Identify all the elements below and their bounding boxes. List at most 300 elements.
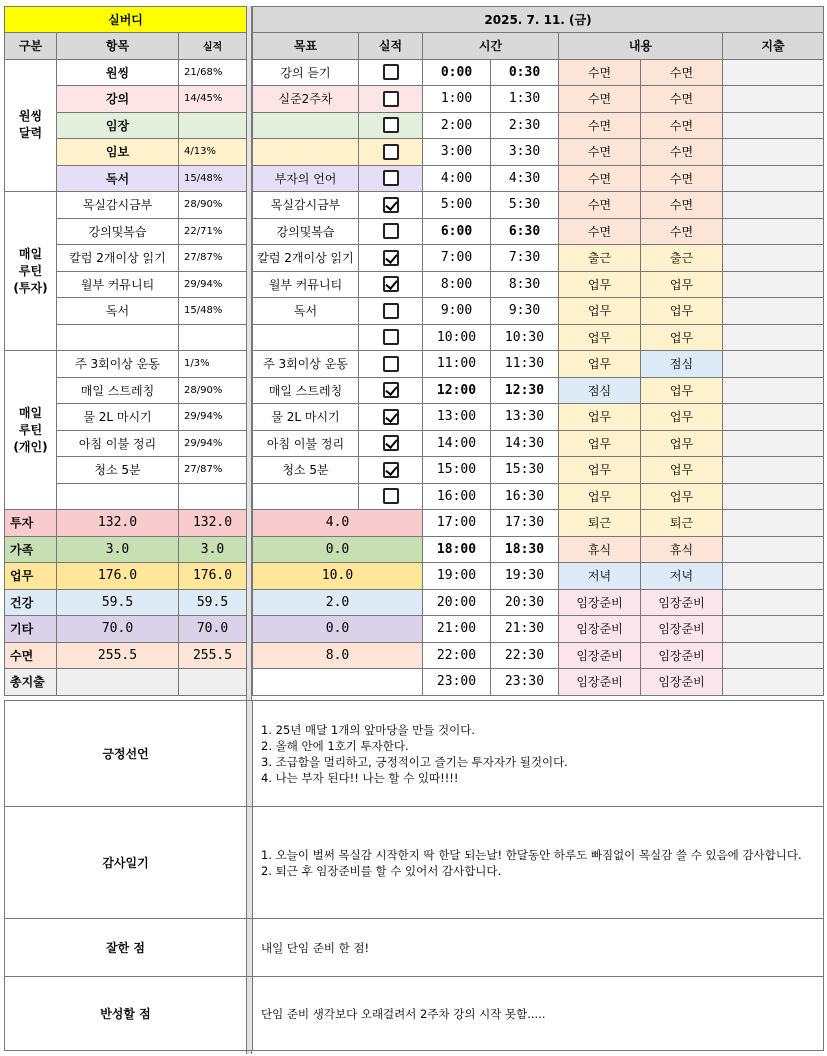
time-start: 7:00 (423, 245, 491, 272)
time-half: 4:30 (491, 165, 559, 192)
content-cell: 임장준비 (559, 589, 641, 616)
expense-cell[interactable] (723, 86, 824, 113)
content-cell: 업무 (559, 483, 641, 510)
unchecked-checkbox-icon[interactable] (383, 144, 399, 160)
time-half: 9:30 (491, 298, 559, 325)
schedule-row (253, 616, 824, 643)
time-start: 10:00 (423, 324, 491, 351)
summary-value-actual: 132.0 (179, 510, 247, 537)
item-progress: 1/3% (179, 351, 247, 378)
time-half: 14:30 (491, 430, 559, 457)
content-cell: 퇴근 (559, 510, 641, 537)
done-cell (359, 192, 423, 219)
expense-cell[interactable] (723, 457, 824, 484)
checked-checkbox-icon[interactable] (383, 250, 399, 266)
expense-cell[interactable] (723, 510, 824, 537)
summary-value-actual: 3.0 (179, 536, 247, 563)
time-start: 0:00 (423, 59, 491, 86)
item-progress (179, 483, 247, 510)
summary-value-actual (179, 669, 247, 696)
expense-cell[interactable] (723, 139, 824, 166)
summary-value-plan: 255.5 (57, 642, 179, 669)
content-cell: 임장준비 (641, 642, 723, 669)
content-cell: 점심 (641, 351, 723, 378)
done-cell (359, 404, 423, 431)
goal-cell: 아침 이불 정리 (253, 430, 359, 457)
item-name: 강의 (57, 86, 179, 113)
time-half: 16:30 (491, 483, 559, 510)
header-category: 구분 (5, 33, 57, 60)
schedule-row (253, 192, 824, 219)
header-content: 내용 (559, 33, 723, 60)
expense-cell[interactable] (723, 112, 824, 139)
goal-cell: 칼럼 2개이상 읽기 (253, 245, 359, 272)
time-start: 14:00 (423, 430, 491, 457)
schedule-row (253, 86, 824, 113)
reflection-content (253, 977, 824, 1051)
summary-total: 0.0 (253, 616, 423, 643)
item-name: 독서 (57, 298, 179, 325)
item-name (57, 483, 179, 510)
summary-row (5, 563, 247, 590)
done-cell (359, 483, 423, 510)
time-half: 17:30 (491, 510, 559, 537)
left-row (5, 59, 247, 86)
item-name: 물 2L 마시기 (57, 404, 179, 431)
schedule-row (253, 298, 824, 325)
time-half: 18:30 (491, 536, 559, 563)
sheet-title: 실버디 (5, 7, 247, 33)
time-start: 15:00 (423, 457, 491, 484)
date-title: 2025. 7. 11. (금) (253, 7, 824, 33)
item-name: 임장 (57, 112, 179, 139)
reflection-line: 4. 나는 부자 된다!! 나는 할 수 있따!!!! (261, 770, 459, 785)
schedule-row (253, 112, 824, 139)
time-half: 2:30 (491, 112, 559, 139)
time-half: 5:30 (491, 192, 559, 219)
summary-label: 업무 (5, 563, 57, 590)
done-cell (359, 377, 423, 404)
time-half: 1:30 (491, 86, 559, 113)
goal-cell: 독서 (253, 298, 359, 325)
summary-label: 기타 (5, 616, 57, 643)
expense-cell[interactable] (723, 404, 824, 431)
summary-label: 투자 (5, 510, 57, 537)
content-cell: 임장준비 (559, 616, 641, 643)
expense-cell[interactable] (723, 377, 824, 404)
planner-sheet (4, 6, 823, 1054)
content-cell: 휴식 (641, 536, 723, 563)
time-half: 3:30 (491, 139, 559, 166)
header-goal: 목표 (253, 33, 359, 60)
unchecked-checkbox-icon[interactable] (383, 223, 399, 239)
content-cell: 점심 (559, 377, 641, 404)
content-cell: 업무 (559, 271, 641, 298)
time-half: 10:30 (491, 324, 559, 351)
item-progress: 29/94% (179, 271, 247, 298)
reflection-line: 1. 25년 매달 1개의 앞마당을 만들 것이다. (261, 722, 476, 737)
content-cell: 업무 (559, 457, 641, 484)
item-progress: 22/71% (179, 218, 247, 245)
content-cell: 업무 (641, 404, 723, 431)
left-table (4, 6, 247, 696)
expense-cell[interactable] (723, 642, 824, 669)
summary-label: 수면 (5, 642, 57, 669)
content-cell: 휴식 (559, 536, 641, 563)
expense-cell[interactable] (723, 271, 824, 298)
item-progress (179, 112, 247, 139)
time-half: 15:30 (491, 457, 559, 484)
done-cell (359, 245, 423, 272)
reflection-line: 내일 단임 준비 한 점! (261, 940, 370, 955)
done-cell (359, 59, 423, 86)
goal-cell: 청소 5분 (253, 457, 359, 484)
reflection-line: 1. 오늘이 벌써 목실감 시작한지 딱 한달 되는날! 한달동안 하루도 빠짐없이 목실감 쓸 수 있음에 감사합니다. (261, 847, 802, 862)
item-progress: 28/90% (179, 192, 247, 219)
content-cell: 업무 (559, 298, 641, 325)
content-cell: 수면 (641, 86, 723, 113)
summary-label: 가족 (5, 536, 57, 563)
done-cell (359, 165, 423, 192)
item-progress: 14/45% (179, 86, 247, 113)
schedule-row (253, 430, 824, 457)
expense-cell[interactable] (723, 218, 824, 245)
summary-total: 8.0 (253, 642, 423, 669)
reflection-label: 감사일기 (5, 807, 247, 919)
content-cell: 업무 (559, 324, 641, 351)
schedule-row (253, 245, 824, 272)
time-start: 9:00 (423, 298, 491, 325)
summary-total (253, 669, 423, 696)
schedule-row (253, 589, 824, 616)
goal-cell (253, 139, 359, 166)
time-half: 6:30 (491, 218, 559, 245)
done-cell (359, 430, 423, 457)
content-cell: 수면 (559, 218, 641, 245)
summary-row (5, 510, 247, 537)
content-cell: 임장준비 (641, 589, 723, 616)
expense-cell[interactable] (723, 430, 824, 457)
checked-checkbox-icon[interactable] (383, 276, 399, 292)
summary-value-actual: 70.0 (179, 616, 247, 643)
time-start: 1:00 (423, 86, 491, 113)
goal-cell: 부자의 언어 (253, 165, 359, 192)
expense-cell[interactable] (723, 165, 824, 192)
time-start: 23:00 (423, 669, 491, 696)
expense-cell[interactable] (723, 192, 824, 219)
summary-total: 0.0 (253, 536, 423, 563)
item-progress: 29/94% (179, 404, 247, 431)
reflection-row (5, 701, 824, 807)
schedule-row (253, 404, 824, 431)
goal-cell: 강의및복습 (253, 218, 359, 245)
time-half: 11:30 (491, 351, 559, 378)
content-cell: 수면 (641, 218, 723, 245)
reflection-table (4, 700, 824, 1051)
header-actual: 실적 (179, 33, 247, 60)
summary-value-plan: 176.0 (57, 563, 179, 590)
schedule-row (253, 59, 824, 86)
schedule-row (253, 642, 824, 669)
schedule-row (253, 483, 824, 510)
reflection-line: 2. 퇴근 후 임장준비를 할 수 있어서 감사합니다. (261, 863, 502, 878)
content-cell: 업무 (641, 298, 723, 325)
goal-cell: 월부 커뮤니티 (253, 271, 359, 298)
expense-cell[interactable] (723, 324, 824, 351)
unchecked-checkbox-icon[interactable] (383, 303, 399, 319)
time-start: 16:00 (423, 483, 491, 510)
item-name: 주 3회이상 운동 (57, 351, 179, 378)
content-cell: 수면 (559, 192, 641, 219)
done-cell (359, 271, 423, 298)
item-progress: 27/87% (179, 245, 247, 272)
item-progress: 4/13% (179, 139, 247, 166)
content-cell: 수면 (641, 112, 723, 139)
content-cell: 수면 (559, 112, 641, 139)
schedule-row (253, 457, 824, 484)
expense-cell[interactable] (723, 298, 824, 325)
done-cell (359, 351, 423, 378)
expense-cell[interactable] (723, 245, 824, 272)
summary-total: 2.0 (253, 589, 423, 616)
content-cell: 업무 (641, 324, 723, 351)
expense-cell[interactable] (723, 563, 824, 590)
goal-cell (253, 483, 359, 510)
done-cell (359, 298, 423, 325)
time-half: 7:30 (491, 245, 559, 272)
schedule-row (253, 669, 824, 696)
content-cell: 임장준비 (641, 669, 723, 696)
goal-cell: 강의 듣기 (253, 59, 359, 86)
item-name: 목실감시금부 (57, 192, 179, 219)
time-start: 12:00 (423, 377, 491, 404)
time-start: 22:00 (423, 642, 491, 669)
summary-row (5, 669, 247, 696)
summary-row (5, 642, 247, 669)
item-name: 원씽 (57, 59, 179, 86)
expense-cell[interactable] (723, 351, 824, 378)
done-cell (359, 86, 423, 113)
time-start: 13:00 (423, 404, 491, 431)
unchecked-checkbox-icon[interactable] (383, 356, 399, 372)
item-progress (179, 324, 247, 351)
checked-checkbox-icon[interactable] (383, 382, 399, 398)
time-start: 17:00 (423, 510, 491, 537)
reflection-label: 반성할 점 (5, 977, 247, 1051)
header-expense: 지출 (723, 33, 824, 60)
item-name: 매일 스트레칭 (57, 377, 179, 404)
item-progress: 29/94% (179, 430, 247, 457)
header-done: 실적 (359, 33, 423, 60)
category-label: 매일 루틴 (투자) (5, 192, 57, 351)
unchecked-checkbox-icon[interactable] (383, 170, 399, 186)
content-cell: 임장준비 (641, 616, 723, 643)
checked-checkbox-icon[interactable] (383, 409, 399, 425)
time-half: 22:30 (491, 642, 559, 669)
item-name: 월부 커뮤니티 (57, 271, 179, 298)
right-table (252, 6, 824, 696)
done-cell (359, 112, 423, 139)
summary-value-plan: 132.0 (57, 510, 179, 537)
content-cell: 업무 (641, 457, 723, 484)
done-cell (359, 139, 423, 166)
goal-cell: 매일 스트레칭 (253, 377, 359, 404)
reflection-label: 긍정선언 (5, 701, 247, 807)
content-cell: 수면 (559, 139, 641, 166)
reflection-row (5, 807, 824, 919)
expense-cell[interactable] (723, 669, 824, 696)
schedule-row (253, 563, 824, 590)
summary-label: 총지출 (5, 669, 57, 696)
time-start: 11:00 (423, 351, 491, 378)
time-start: 8:00 (423, 271, 491, 298)
left-row (5, 192, 247, 219)
content-cell: 임장준비 (559, 642, 641, 669)
summary-row (5, 616, 247, 643)
time-start: 3:00 (423, 139, 491, 166)
item-name (57, 324, 179, 351)
time-half: 20:30 (491, 589, 559, 616)
header-item: 항목 (57, 33, 179, 60)
expense-cell[interactable] (723, 589, 824, 616)
summary-total: 4.0 (253, 510, 423, 537)
item-progress: 28/90% (179, 377, 247, 404)
unchecked-checkbox-icon[interactable] (383, 64, 399, 80)
content-cell: 업무 (641, 483, 723, 510)
time-half: 19:30 (491, 563, 559, 590)
unchecked-checkbox-icon[interactable] (383, 488, 399, 504)
content-cell: 수면 (641, 165, 723, 192)
content-cell: 업무 (559, 430, 641, 457)
content-cell: 임장준비 (559, 669, 641, 696)
schedule-row (253, 218, 824, 245)
schedule-row (253, 536, 824, 563)
reflection-line: 2. 올해 안에 1호기 투자한다. (261, 738, 409, 753)
item-name: 아침 이불 정리 (57, 430, 179, 457)
goal-cell (253, 324, 359, 351)
content-cell: 출근 (559, 245, 641, 272)
done-cell (359, 218, 423, 245)
reflection-content (253, 701, 824, 807)
content-cell: 업무 (641, 430, 723, 457)
category-label: 매일 루틴 (개인) (5, 351, 57, 510)
time-half: 12:30 (491, 377, 559, 404)
done-cell (359, 324, 423, 351)
reflection-line: 3. 조급함을 멀리하고, 긍정적이고 즐기는 투자자가 될것이다. (261, 754, 568, 769)
content-cell: 수면 (641, 59, 723, 86)
item-progress: 21/68% (179, 59, 247, 86)
summary-row (5, 589, 247, 616)
item-name: 강의및복습 (57, 218, 179, 245)
summary-total: 10.0 (253, 563, 423, 590)
checked-checkbox-icon[interactable] (383, 197, 399, 213)
item-name: 칼럼 2개이상 읽기 (57, 245, 179, 272)
content-cell: 수면 (559, 86, 641, 113)
summary-row (5, 536, 247, 563)
content-cell: 출근 (641, 245, 723, 272)
item-progress: 27/87% (179, 457, 247, 484)
time-half: 23:30 (491, 669, 559, 696)
expense-cell[interactable] (723, 59, 824, 86)
reflection-line: 단임 준비 생각보다 오래걸려서 2주차 강의 시작 못함..... (261, 1006, 546, 1021)
item-progress: 15/48% (179, 298, 247, 325)
goal-cell (253, 112, 359, 139)
goal-cell: 실준2주차 (253, 86, 359, 113)
time-start: 2:00 (423, 112, 491, 139)
checked-checkbox-icon[interactable] (383, 435, 399, 451)
expense-cell[interactable] (723, 616, 824, 643)
goal-cell: 물 2L 마시기 (253, 404, 359, 431)
summary-value-plan: 3.0 (57, 536, 179, 563)
time-start: 6:00 (423, 218, 491, 245)
time-half: 13:30 (491, 404, 559, 431)
left-row (5, 351, 247, 378)
time-half: 0:30 (491, 59, 559, 86)
reflection-content (253, 807, 824, 919)
content-cell: 업무 (641, 271, 723, 298)
checked-checkbox-icon[interactable] (383, 462, 399, 478)
time-start: 19:00 (423, 563, 491, 590)
expense-cell[interactable] (723, 536, 824, 563)
header-time: 시간 (423, 33, 559, 60)
schedule-row (253, 165, 824, 192)
summary-value-plan (57, 669, 179, 696)
time-start: 5:00 (423, 192, 491, 219)
content-cell: 퇴근 (641, 510, 723, 537)
time-start: 21:00 (423, 616, 491, 643)
summary-value-actual: 176.0 (179, 563, 247, 590)
unchecked-checkbox-icon[interactable] (383, 329, 399, 345)
item-progress: 15/48% (179, 165, 247, 192)
category-label: 원씽 달력 (5, 59, 57, 192)
time-start: 18:00 (423, 536, 491, 563)
reflection-row (5, 919, 824, 977)
item-name: 독서 (57, 165, 179, 192)
schedule-row (253, 377, 824, 404)
content-cell: 업무 (641, 377, 723, 404)
content-cell: 수면 (559, 59, 641, 86)
reflection-label: 잘한 점 (5, 919, 247, 977)
done-cell (359, 457, 423, 484)
content-cell: 업무 (559, 404, 641, 431)
reflection-row (5, 977, 824, 1051)
content-cell: 업무 (559, 351, 641, 378)
time-start: 20:00 (423, 589, 491, 616)
item-name: 임보 (57, 139, 179, 166)
content-cell: 수면 (641, 139, 723, 166)
schedule-row (253, 351, 824, 378)
content-cell: 저녁 (559, 563, 641, 590)
goal-cell: 주 3회이상 운동 (253, 351, 359, 378)
unchecked-checkbox-icon[interactable] (383, 117, 399, 133)
schedule-row (253, 271, 824, 298)
goal-cell: 목실감시금부 (253, 192, 359, 219)
summary-label: 건강 (5, 589, 57, 616)
summary-value-actual: 255.5 (179, 642, 247, 669)
schedule-row (253, 139, 824, 166)
content-cell: 저녁 (641, 563, 723, 590)
unchecked-checkbox-icon[interactable] (383, 91, 399, 107)
schedule-row (253, 324, 824, 351)
summary-value-actual: 59.5 (179, 589, 247, 616)
time-half: 8:30 (491, 271, 559, 298)
summary-value-plan: 59.5 (57, 589, 179, 616)
item-name: 청소 5분 (57, 457, 179, 484)
expense-cell[interactable] (723, 483, 824, 510)
content-cell: 수면 (559, 165, 641, 192)
time-start: 4:00 (423, 165, 491, 192)
schedule-row (253, 510, 824, 537)
